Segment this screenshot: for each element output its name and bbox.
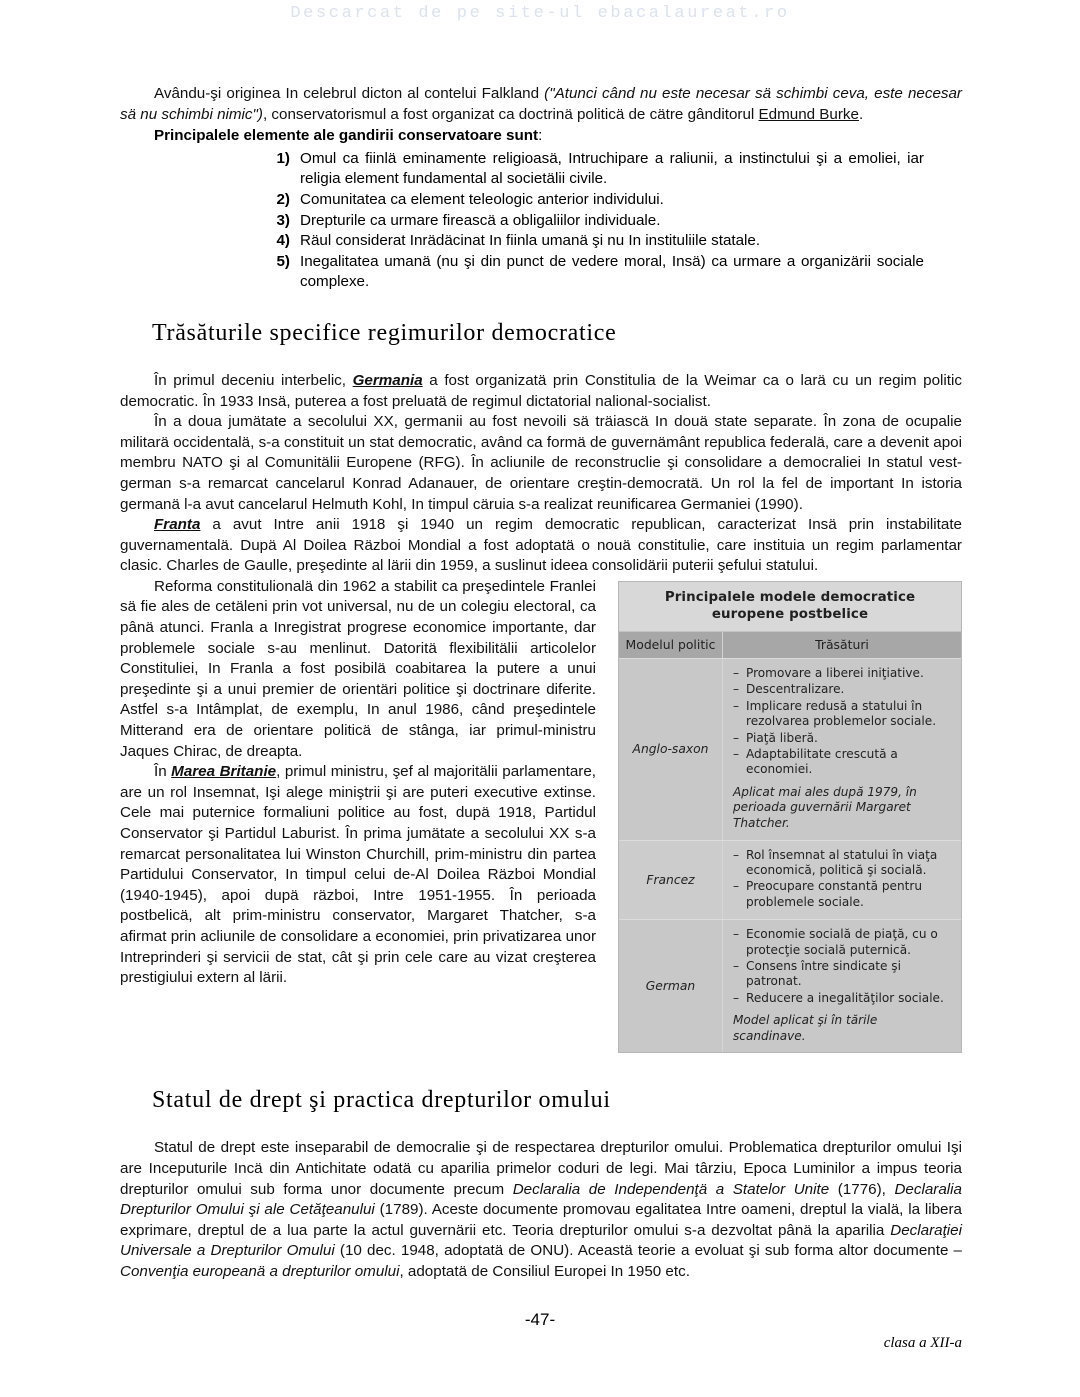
list-item-number: 2) xyxy=(276,190,290,208)
list-item-text: Räul considerat Inrädäcinat In fiinla umanä şi nu In instituliile statale. xyxy=(300,232,761,250)
principii-lead xyxy=(154,126,962,147)
traits-list xyxy=(733,666,953,778)
paragraph-franta xyxy=(120,515,962,577)
list-item-number: 5) xyxy=(276,252,290,270)
paragraph-germania-2: În a doua jumätate a secolului XX, germanii au fost nevoili sä träiascä In douä state separate. În zona de ocupalie militarä occidentalä, s-a constituit un stat democratic, având ca formä de guvernämânt republica federalä, care a devenit apoi membru NATO şi al Comunitälii Europene (RFG). În acliunile de reconstruclie şi consolidare a democraliei In statul vest-german s-a remarcat cancelarul Konrad Adanauer, de orientare creştin-democratä. Un rol la fel de important In istoria germanä l-a avut cancelarul Helmuth Kohl, In timpul cäruia s-a realizat reunificarea Germaniei (1990). xyxy=(120,413,962,513)
modele-democratice-table xyxy=(618,581,962,1053)
list-item xyxy=(262,190,924,211)
document-content xyxy=(120,84,962,1283)
page-number: -47- xyxy=(524,1310,556,1329)
list-item xyxy=(262,231,924,252)
intro-quote: ("Atunci când nu este necesar sä schimbi ceva, este necesar sä nu schimbi nimic") xyxy=(120,85,962,123)
table-cell-traits xyxy=(723,920,961,1052)
list-item-text: Comunitatea ca element teleologic anterior individului. xyxy=(300,190,664,208)
document-title-conventia-europeana: Convenţia europeanä a drepturilor omului xyxy=(120,1262,400,1280)
list-item xyxy=(262,252,924,293)
germania-country-name: Germania xyxy=(352,371,423,389)
section-heading-democratice: Trăsăturile specifice regimurilor democratice xyxy=(152,319,617,346)
table-row xyxy=(619,658,961,840)
section-heading-statul-de-drept: Statul de drept şi practica drepturilor omului xyxy=(152,1087,611,1114)
trait-item: – Piaţă liberă. xyxy=(733,731,953,746)
table-row xyxy=(619,919,961,1052)
paragraph-reforma: Reforma constitulionalä din 1962 a stabilit ca preşedintele Franlei sä fie ales de cetäleni prin vot universal, nu de un colegiu electoral, ca pânä atunci. Franla a Inregistrat progrese economice importante, dar problemele sociale s-au menlinut. Datoritä flexibilitälii articolelor Constituliei, In Franla a fost posibilä coabitarea la putere a unui preşedinte şi a unui premier de orientäri politice şi doctrinare diferite. Astfel s-a Intâmplat, de exemplu, In anul 1986, când preşedintele Mitterand era de orientare politicä de stânga, iar primul-ministru Jaques Chirac, de dreapta. xyxy=(120,577,596,760)
trait-note: Model aplicat şi în tările scandinave. xyxy=(733,1013,878,1043)
trait-item: – Promovare a liberei iniţiative. xyxy=(733,666,953,681)
intro-text-b: , conservatorismul a fost organizat ca doctrinä politicä de cätre gânditorul xyxy=(262,105,759,123)
trait-item: – Rol însemnat al statului în viaţa economică, politică şi socială. xyxy=(733,848,953,879)
traits-list xyxy=(733,848,953,911)
germania-text-a: În primul deceniu interbelic, xyxy=(154,371,353,389)
statdrept-text-d: (10 dec. 1948, adoptatä de ONU). Aceastä teorie a evoluat şi sub forma altor documente – xyxy=(334,1242,963,1260)
table-cell-model: German xyxy=(619,920,723,1052)
table-row xyxy=(619,840,961,920)
table-cell-traits xyxy=(723,659,961,840)
paragraph-intro xyxy=(120,84,962,125)
table-header-row xyxy=(619,631,961,658)
document-title-declaratia-universala: Declaraţiei Universale a Drepturilor Omului xyxy=(120,1221,962,1260)
paragraph-germania-1 xyxy=(120,371,962,412)
list-item-text: Omul ca fiinlä eminamente religioasä, Intruchipare a raliunii, a instinctului şi a emoliei, iar religia element fundamental al societälii civile. xyxy=(300,149,924,188)
trait-item: – Reducere a inegalităţilor sociale. xyxy=(733,991,953,1006)
traits-list xyxy=(733,927,953,1006)
table-title: Principalele modele democratice europene postbelice xyxy=(619,582,961,631)
intro-text-c: . xyxy=(858,105,864,123)
list-item-text: Drepturile ca urmare fireascä a obligaliilor individuale. xyxy=(300,211,661,229)
trait-item: – Consens între sindicate şi patronat. xyxy=(733,959,953,990)
intro-text-a: Avându-şi originea In celebrul dicton al contelui Falkland xyxy=(154,85,545,102)
britanie-text-b: , primul ministru, şef al majoritälii parlamentare, are un rol Insemnat, Işi alege miniştrii şi are puteri executive extinse. Cele mai puternice formaliuni politice au fost, dupä 1918, Partidul Conservator şi Partidul Laburist. În prima jumätate a secolului XX s-a remarcat personalitatea lui Winston Churchill, prim-ministru din partea Partidului Conservator, In timpul celui de-Al Doilea Räzboi Mondial (1940-1945), apoi dupä räzboi, Intre 1951-1955. În perioada postbelicä, alt prim-ministru conservator, Margaret Thatcher, s-a afirmat prin acliunile de consolidare a economiei, prin privatizarea unor Intreprinderi şi servicii de stat, cât şi prin cele care au vizat creşterea prestigiului extern al lärii. xyxy=(120,763,596,987)
document-title-declaratia-independenta: Declaralia de Independenţä a Statelor Unite xyxy=(512,1180,830,1198)
list-item xyxy=(262,211,924,232)
intro-author-name: Edmund Burke xyxy=(758,105,859,123)
list-item-number: 4) xyxy=(276,232,290,250)
table-text-wrap-region xyxy=(120,577,962,1059)
document-title-declaratia-drepturilor-omului: Declaralia Drepturilor Omului şi ale Cetăţeanului xyxy=(120,1180,962,1219)
list-item-number: 1) xyxy=(276,149,290,167)
list-item-text: Inegalitatea umanä (nu şi din punct de vedere moral, Insä) ca urmare a organizärii sociale complexe. xyxy=(300,252,924,291)
statdrept-text-a: Statul de drept este inseparabil de democralie şi de respectarea drepturilor omului. Problematica drepturilor omului Işi are Inceputurile Incä din Antichitate odatä cu aparilia primelor coduri de legi. Mai târziu, Epoca Luminilor a impus teoria drepturilor omului sub forma unor documente precum xyxy=(120,1139,962,1198)
franta-text: a avut Intre anii 1918 şi 1940 un regim democratic republican, caracterizat Insä prin instabilitate guvernamentalä. Dupä Al Doilea Räzboi Mondial a fost adoptatä o nouä constitulie, care instituia un regim parlamentar clasic. Charles de Gaulle, preşedinte al lärii din 1959, a suslinut ideea consolidärii puterii şefului statului. xyxy=(120,516,962,575)
list-item xyxy=(262,149,924,190)
principii-lead-colon: : xyxy=(538,127,543,145)
franta-country-name: Franta xyxy=(154,516,201,534)
britanie-text-a: În xyxy=(154,763,172,781)
trait-item: – Descentralizare. xyxy=(733,682,953,697)
trait-item: – Implicare redusă a statului în rezolvarea problemelor sociale. xyxy=(733,699,953,730)
scanned-table-figure xyxy=(618,581,962,1053)
table-column-header-traits: Trăsături xyxy=(815,636,869,652)
trait-item: – Adaptabilitate crescută a economiei. xyxy=(733,747,953,778)
watermark-text: Descarcat de pe site-ul ebacalaureat.ro xyxy=(290,4,790,23)
footer-class-label: clasa a XII-a xyxy=(883,1335,962,1351)
table-cell-model: Francez xyxy=(619,841,723,920)
table-cell-traits xyxy=(723,841,961,920)
paragraph-statul-de-drept xyxy=(120,1138,962,1282)
statdrept-text-b: (1776), xyxy=(829,1180,895,1198)
table-cell-model: Anglo-saxon xyxy=(619,659,723,840)
germania-text-b: a fost organizatä prin Constitulia de la Weimar ca o larä cu un regim politic democratic. În 1933 Insä, puterea a fost preluatä de regimul dictatorial nalional-socialist. xyxy=(120,371,962,410)
list-item-number: 3) xyxy=(276,211,290,229)
britanie-country-name: Marea Britanie xyxy=(171,763,277,781)
trait-item: – Preocupare constantă pentru problemele sociale. xyxy=(733,879,953,910)
trait-item: – Economie socială de piaţă, cu o protecţie socială puternică. xyxy=(733,927,953,958)
trait-note: Aplicat mai ales după 1979, în perioada guvernării Margaret Thatcher. xyxy=(733,784,917,830)
table-column-header-model: Modelul politic xyxy=(619,632,723,658)
principii-lead-label: Principalele elemente ale gandirii conservatoare sunt xyxy=(154,127,539,145)
statdrept-text-e: , adoptatä de Consiliul Europei In 1950 etc. xyxy=(399,1262,690,1280)
principii-list xyxy=(120,149,962,293)
statdrept-text-c: (1789). Aceste documente promovau egalitatea Intre oameni, dreptul la vialä, la libera exprimare, dreptul de a lua parte la actul guvernärii etc. Teoria drepturilor omului s-a dezvoltat pânä la aparilia xyxy=(120,1201,962,1239)
